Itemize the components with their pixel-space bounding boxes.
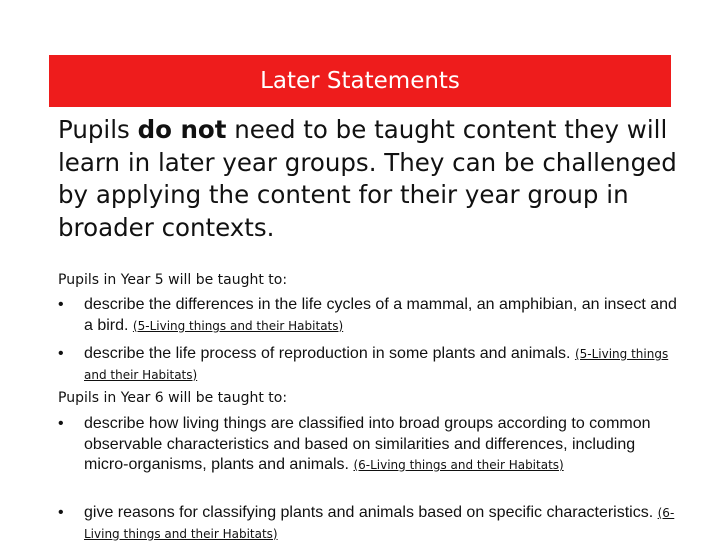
bullet-icon: •: [58, 345, 64, 362]
title-banner: [49, 55, 671, 107]
intro-text-end: need to be taught content they will learn in later year groups. They can be challenged by applying the content for their year group in broader contexts.: [58, 115, 677, 242]
intro-text-start: Pupils: [58, 115, 138, 144]
intro-paragraph: [58, 114, 698, 244]
year6-heading: Pupils in Year 6 will be taught to:: [58, 390, 288, 406]
bullet-statement: describe how living things are classified into broad groups according to common observable characteristics and based on similarities and differences, including micro-organisms, plants and animals.: [84, 415, 651, 473]
topic-reference: (6-Living things and their Habitats): [84, 506, 675, 541]
bullet-icon: •: [58, 504, 64, 521]
topic-reference: (5-Living things and their Habitats): [132, 318, 344, 333]
bullet-text: [84, 414, 678, 476]
year5-heading: Pupils in Year 5 will be taught to:: [58, 272, 288, 288]
bullet-statement: describe the life process of reproduction in some plants and animals.: [84, 345, 571, 362]
year5-bullet-2: [58, 344, 678, 385]
bullet-text: [84, 503, 678, 544]
topic-reference: (5-Living things and their Habitats): [84, 347, 669, 382]
banner-title: Later Statements: [260, 68, 460, 94]
bullet-text: [84, 344, 678, 385]
intro-emphasis: do not: [137, 115, 227, 144]
bullet-statement: give reasons for classifying plants and animals based on specific characteristics.: [84, 504, 654, 521]
bullet-text: [84, 295, 678, 336]
bullet-icon: •: [58, 296, 64, 313]
year5-bullet-1: [58, 295, 678, 336]
bullet-statement: describe the differences in the life cycles of a mammal, an amphibian, an insect and a bird.: [84, 296, 677, 334]
topic-reference: (6-Living things and their Habitats): [353, 458, 564, 472]
year6-bullet-2: [58, 503, 678, 544]
bullet-icon: •: [58, 415, 64, 432]
year6-bullet-1: [58, 414, 678, 476]
